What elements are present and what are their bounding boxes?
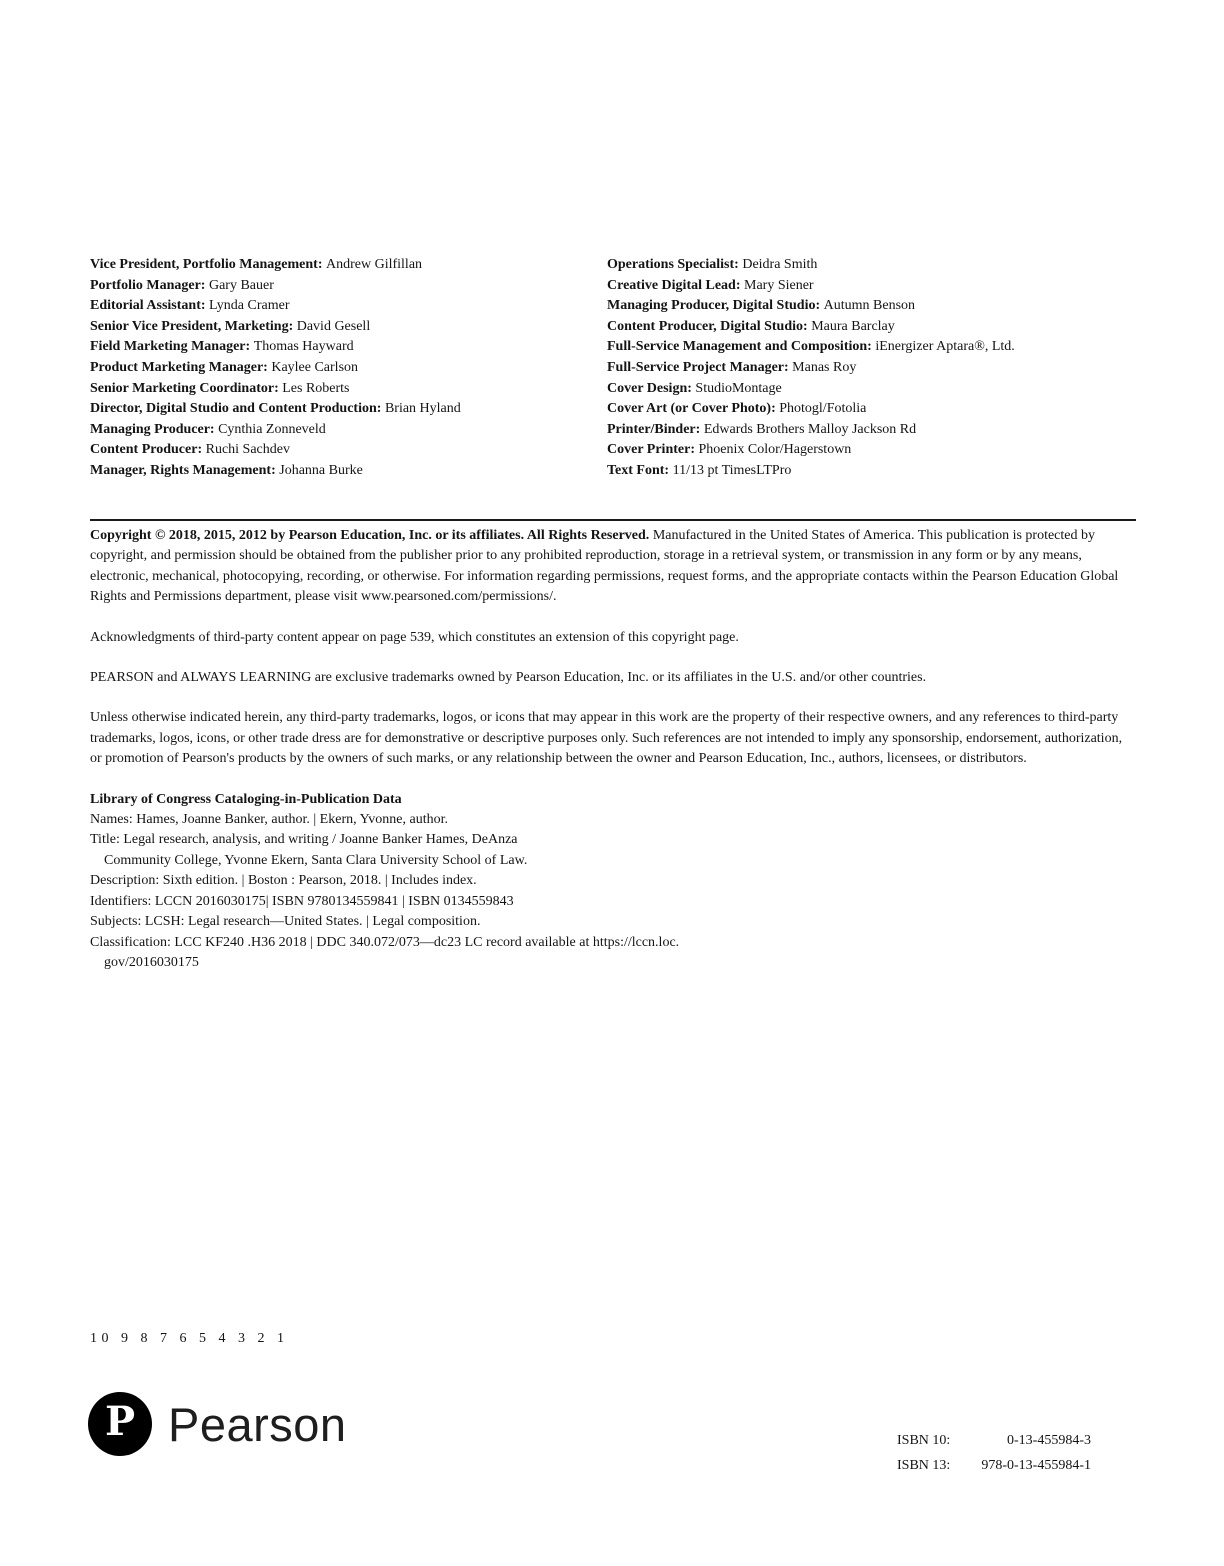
credit-line: Content Producer: Ruchi Sachdev xyxy=(90,442,290,458)
isbn-block xyxy=(897,1430,1091,1476)
credit-line: Managing Producer, Digital Studio: Autumn Benson xyxy=(607,298,916,314)
credits-right-column xyxy=(607,255,1138,482)
credit-line: Senior Vice President, Marketing: David Gesell xyxy=(90,318,371,334)
credit-line: Full-Service Project Manager: Manas Roy xyxy=(607,359,857,375)
credit-line: Cover Printer: Phoenix Color/Hagerstown xyxy=(607,442,852,458)
pearson-logo-icon xyxy=(88,1392,152,1456)
credit-line: Cover Art (or Cover Photo): Photogl/Fotolia xyxy=(607,401,867,417)
credit-line: Editorial Assistant: Lynda Cramer xyxy=(90,298,290,314)
loc-line: Identifiers: LCCN 2016030175| ISBN 9780134559841 | ISBN 0134559843 xyxy=(90,893,514,909)
acknowledgments-paragraph: Acknowledgments of third-party content appear on page 539, which constitutes an extension of this copyright page. xyxy=(90,629,739,645)
isbn-value: 978-0-13-455984-1 xyxy=(981,1458,1091,1473)
trademarks-paragraph: PEARSON and ALWAYS LEARNING are exclusive trademarks owned by Pearson Education, Inc. or its affiliates in the U.S. and/or other countries. xyxy=(90,670,927,686)
isbn-label: ISBN 13: xyxy=(897,1458,951,1473)
credit-line: Full-Service Management and Composition: iEnergizer Aptara®, Ltd. xyxy=(607,339,1015,355)
third-party-paragraph: Unless otherwise indicated herein, any third-party trademarks, logos, or icons that may appear in this work are the property of their respective owners, and any references to third-party trademarks, logos, icons, or other trade dress are for demonstrative or descriptive purposes only. Such references are not intended to imply any sponsorship, endorsement, authorization, or promotion of Pearson's products by the owners of such marks, or any relationship between the owner and Pearson Education, Inc., authors, licensees, or distributors. xyxy=(90,710,1123,767)
isbn-value: 0-13-455984-3 xyxy=(1007,1433,1091,1448)
credit-line: Operations Specialist: Deidra Smith xyxy=(607,257,818,272)
copyright-lead: Copyright © 2018, 2015, 2012 by Pearson Education, Inc. or its affiliates. All Rights Reserved. xyxy=(90,528,650,543)
credit-line: Text Font: 11/13 pt TimesLTPro xyxy=(607,462,792,478)
credit-line: Product Marketing Manager: Kaylee Carlson xyxy=(90,359,359,375)
isbn-label: ISBN 10: xyxy=(897,1433,951,1448)
loc-line: Names: Hames, Joanne Banker, author. | Ekern, Yvonne, author. xyxy=(90,812,449,828)
credit-line: Printer/Binder: Edwards Brothers Malloy Jackson Rd xyxy=(607,421,917,437)
credit-line: Portfolio Manager: Gary Bauer xyxy=(90,277,274,293)
pearson-logo-letter: P xyxy=(104,1398,136,1445)
loc-line: Title: Legal research, analysis, and writing / Joanne Banker Hames, DeAnza xyxy=(90,832,518,848)
credit-line: Field Marketing Manager: Thomas Hayward xyxy=(90,339,354,355)
credit-line: Director, Digital Studio and Content Production: Brian Hyland xyxy=(90,401,461,417)
credit-line: Senior Marketing Coordinator: Les Roberts xyxy=(90,380,350,396)
credits-section xyxy=(90,255,1138,482)
loc-lines xyxy=(90,810,1136,973)
credits-left-column xyxy=(90,255,607,482)
credit-line: Creative Digital Lead: Mary Siener xyxy=(607,277,814,293)
credit-line: Cover Design: StudioMontage xyxy=(607,380,782,396)
loc-line: Classification: LCC KF240 .H36 2018 | DDC 340.072/073—dc23 LC record available at https://lccn.loc. xyxy=(90,934,680,950)
credit-line: Manager, Rights Management: Johanna Burke xyxy=(90,462,363,478)
loc-line: Subjects: LCSH: Legal research—United States. | Legal composition. xyxy=(90,914,481,930)
credit-line: Managing Producer: Cynthia Zonneveld xyxy=(90,421,326,437)
copyright-body: Manufactured in the United States of America. This publication is protected by copyright, and permission should be obtained from the publisher prior to any prohibited reproduction, storage in a retrieval system, or transmission in any form or by any means, electronic, mechanical, photocopying, recording, or otherwise. For information regarding permissions, request forms, and the appropriate contacts within the Pearson Education Global Rights and Permissions department, please visit www.pearsoned.com/permissions/. xyxy=(90,528,1119,605)
credit-line: Vice President, Portfolio Management: Andrew Gilfillan xyxy=(90,257,423,272)
pearson-logo xyxy=(88,1392,347,1456)
pearson-wordmark: Pearson xyxy=(168,1397,347,1451)
loc-heading: Library of Congress Cataloging-in-Publication Data xyxy=(90,791,402,807)
loc-line: Description: Sixth edition. | Boston : Pearson, 2018. | Includes index. xyxy=(90,873,477,889)
loc-line: Community College, Yvonne Ekern, Santa Clara University School of Law. xyxy=(104,852,528,868)
copyright-divider xyxy=(90,519,1136,521)
loc-block xyxy=(90,790,1136,974)
legal-section xyxy=(90,519,1136,973)
printers-key: 10 9 8 7 6 5 4 3 2 1 xyxy=(90,1331,289,1346)
copyright-paragraph xyxy=(90,526,1136,608)
loc-line: gov/2016030175 xyxy=(104,954,199,970)
credit-line: Content Producer, Digital Studio: Maura Barclay xyxy=(607,318,895,334)
